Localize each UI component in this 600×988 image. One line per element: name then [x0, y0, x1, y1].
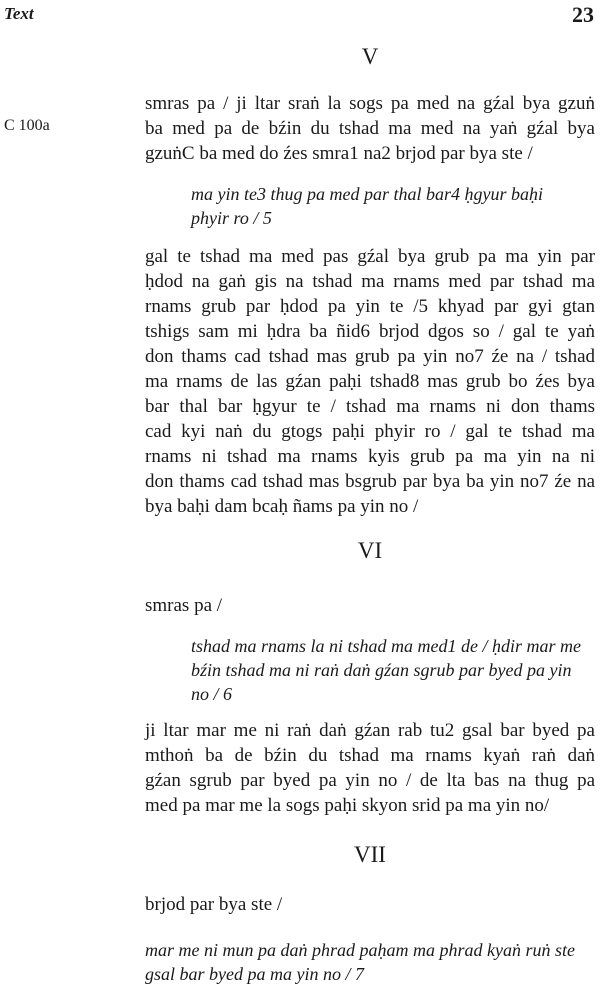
text-line: bya baḥi dam bcaḥ ñams pa yin no / [145, 496, 419, 517]
paragraph-vi-1 [145, 593, 595, 618]
page-number: 23 [572, 2, 594, 27]
verse-line: no / 6 [191, 684, 233, 704]
section-heading-v: V [361, 44, 379, 69]
text-line: rnams ni tshad ma rnams kyis grub pa ma yin na ni [145, 446, 595, 467]
text-line: med pa mar me la sogs paḥi skyon srid pa ma yin no/ [145, 795, 550, 816]
margin-note: C 100a [4, 117, 50, 134]
section-heading-vi: VI [357, 538, 383, 563]
verse-vii-1 [145, 938, 595, 986]
text-line: cad kyi naṅ du gtogs paḥi phyir ro / gal te tshad ma [145, 421, 595, 442]
paragraph-vi-2 [145, 718, 595, 818]
text-line: don thams cad tshad mas grub pa yin no7 źe na / tshad [145, 346, 595, 367]
text-line: smras pa / ji ltar sraṅ la sogs pa med na gźal bya gzuṅ [145, 93, 595, 114]
paragraph-v-1 [145, 91, 595, 166]
text-line: ji ltar mar me ni raṅ daṅ gźan rab tu2 gsal bar byed pa [145, 720, 595, 741]
text-line: bar thal bar ḥgyur te / tshad ma rnams ni don thams [145, 396, 595, 417]
text-line: smras pa / [145, 595, 223, 616]
text-line: gal te tshad ma med pas gźal bya grub pa ma yin par [145, 246, 595, 267]
text-line: ḥdod na gaṅ gis na tshad ma rnams med par tshad ma [145, 271, 595, 292]
running-head: Text [4, 4, 34, 23]
text-line: gzuṅC ba med do źes smra1 na2 brjod par bya ste / [145, 143, 533, 164]
text-line: ba med pa de bźin du tshad ma med na yaṅ gźal bya [145, 118, 595, 139]
verse-line: tshad ma rnams la ni tshad ma med1 de / ḥdir mar me [191, 636, 581, 656]
text-line: rnams grub par ḥdod pa yin te /5 khyad par gyi gtan [145, 296, 595, 317]
text-line: mthoṅ ba de bźin du tshad ma rnams kyaṅ raṅ daṅ [145, 745, 595, 766]
verse-line: mar me ni mun pa daṅ phrad paḥam ma phrad kyaṅ ruṅ ste [145, 940, 575, 960]
text-line: ma rnams de las gźan paḥi tshad8 mas grub bo źes bya [145, 371, 595, 392]
paragraph-vii-1 [145, 892, 595, 917]
section-heading-vii: VII [354, 842, 386, 867]
verse-line: phyir ro / 5 [191, 208, 272, 228]
verse-line: gsal bar byed pa ma yin no / 7 [145, 964, 364, 984]
text-line: brjod par bya ste / [145, 894, 283, 915]
text-line: tshigs sam mi ḥdra ba ñid6 brjod dgos so / gal te yaṅ [145, 321, 595, 342]
text-line: don thams cad tshad mas bsgrub par bya ba yin no7 źe na [145, 471, 595, 492]
paragraph-v-2 [145, 244, 595, 519]
verse-vi-1 [191, 634, 595, 706]
verse-line: ma yin te3 thug pa med par thal bar4 ḥgyur baḥi [191, 184, 543, 204]
verse-line: bźin tshad ma ni raṅ daṅ gźan sgrub par byed pa yin [191, 660, 572, 680]
verse-v-1 [191, 182, 595, 230]
text-line: gźan sgrub par byed pa yin no / de lta bas na thug pa [145, 770, 595, 791]
